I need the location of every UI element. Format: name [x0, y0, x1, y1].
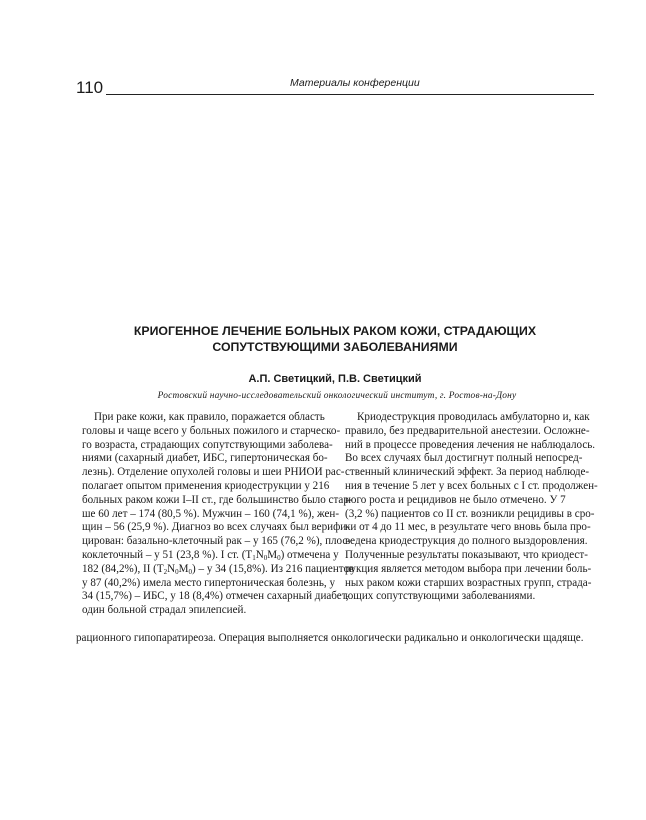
stage-n-sub: 0 [263, 553, 268, 562]
text-line: больных раком кожи I–II ст., где большинство было стар- [82, 493, 353, 506]
stage-n: N [255, 548, 264, 561]
stage-n-sub: 0 [175, 567, 179, 576]
text-line: ше 60 лет – 174 (80,5 %). Мужчин – 160 (74,1 %), жен- [82, 507, 340, 520]
text-line: у 87 (40,2%) имела место гипертоническая болезнь, у [82, 576, 335, 589]
text-line: цирован: базально-клеточный рак – у 165 (76,2 %), плос- [82, 535, 351, 548]
text-line: го возраста, страдающих сопутствующими заболева- [82, 438, 333, 451]
continuation-text: рационного гипопаратиреоза. Операция выполняется онкологически радикально и онкологически щадяще. [76, 632, 584, 644]
stage-m: M [267, 548, 278, 561]
left-column [82, 411, 355, 618]
text-line: ки от 4 до 11 мес, в результате чего вновь была про- [345, 521, 591, 534]
right-column [345, 411, 597, 604]
text-line: Полученные результаты показывают, что криодест- [345, 548, 588, 561]
running-header: Материалы конференции [290, 77, 420, 89]
text-line: Криодеструкция проводилась амбулаторно и, как [357, 411, 590, 423]
text-line: ведена криодеструкция до полного выздоровления. [345, 535, 588, 548]
stage-t-sub: 1 [252, 553, 256, 562]
text-line: ния в течение 5 лет у всех больных с I ст. продолжен- [345, 479, 598, 492]
text-line: ниями (сахарный диабет, ИБС, гипертоническая бо- [82, 452, 328, 465]
article-title [76, 323, 594, 355]
text-line: ного роста и рецидивов не было отмечено. У 7 [345, 493, 566, 506]
stage-m-sub: 0 [188, 567, 193, 576]
authors: А.П. Светицкий, П.В. Светицкий [248, 373, 422, 385]
text-line: щин – 56 (25,9 %). Диагноз во всех случаях был верифи- [82, 521, 350, 534]
stage-n: N [167, 562, 176, 575]
stage-open: (T [241, 548, 253, 561]
text-line: 34 (15,7%) – ИБС, у 18 (8,4%) отмечен сахарный диабет, [82, 590, 349, 603]
text-span: коклеточный – у 51 (23,8 %). I ст. [82, 548, 239, 561]
text-line: полагает опытом применения криодеструкции у 216 [82, 479, 330, 492]
text-line: правило, без предварительной анестезии. Осложне- [345, 424, 590, 437]
text-line: ных раком кожи старших возрастных групп, страда- [345, 576, 592, 589]
title-line: СОПУТСТВУЮЩИМИ ЗАБОЛЕВАНИЯМИ [212, 340, 458, 354]
text-span: ) отмечена у [280, 548, 339, 561]
text-line: головы и чаще всего у больных пожилого и старческо- [82, 424, 341, 437]
stage-t-sub: 2 [163, 567, 168, 576]
text-line [82, 548, 339, 563]
text-span: ) – у 34 (15,8%). Из 216 пациентов [192, 562, 355, 575]
page-number: 110 [76, 78, 104, 97]
affiliation: Ростовский научно-исследовательский онкологический институт, г. Ростов-на-Дону [157, 391, 517, 401]
text-line: ющих сопутствующими заболеваниями. [345, 590, 536, 603]
text-line [82, 562, 355, 577]
text-line: ний в процессе проведения лечения не наблюдалось. [345, 438, 596, 451]
text-line: один больной страдал эпилепсией. [82, 604, 247, 617]
text-span: 182 (84,2%), II (T [82, 562, 164, 575]
stage-m-sub: 0 [277, 553, 281, 562]
header-rule [106, 94, 594, 95]
title-line: КРИОГЕННОЕ ЛЕЧЕНИЕ БОЛЬНЫХ РАКОМ КОЖИ, СТРАДАЮЩИХ [133, 324, 537, 338]
text-line: рукция является методом выбора при лечении боль- [345, 562, 592, 575]
text-line: ственный клинический эффект. За период наблюде- [345, 466, 590, 479]
text-line: лезнь). Отделение опухолей головы и шеи РНИОИ рас- [82, 466, 345, 479]
text-line: При раке кожи, как правило, поражается область [94, 411, 325, 423]
stage-m: M [178, 562, 189, 575]
text-line: Во всех случаях был достигнут полный непосред- [345, 452, 583, 465]
text-line: (3,2 %) пациентов со II ст. возникли рецидивы в сро- [345, 507, 595, 520]
